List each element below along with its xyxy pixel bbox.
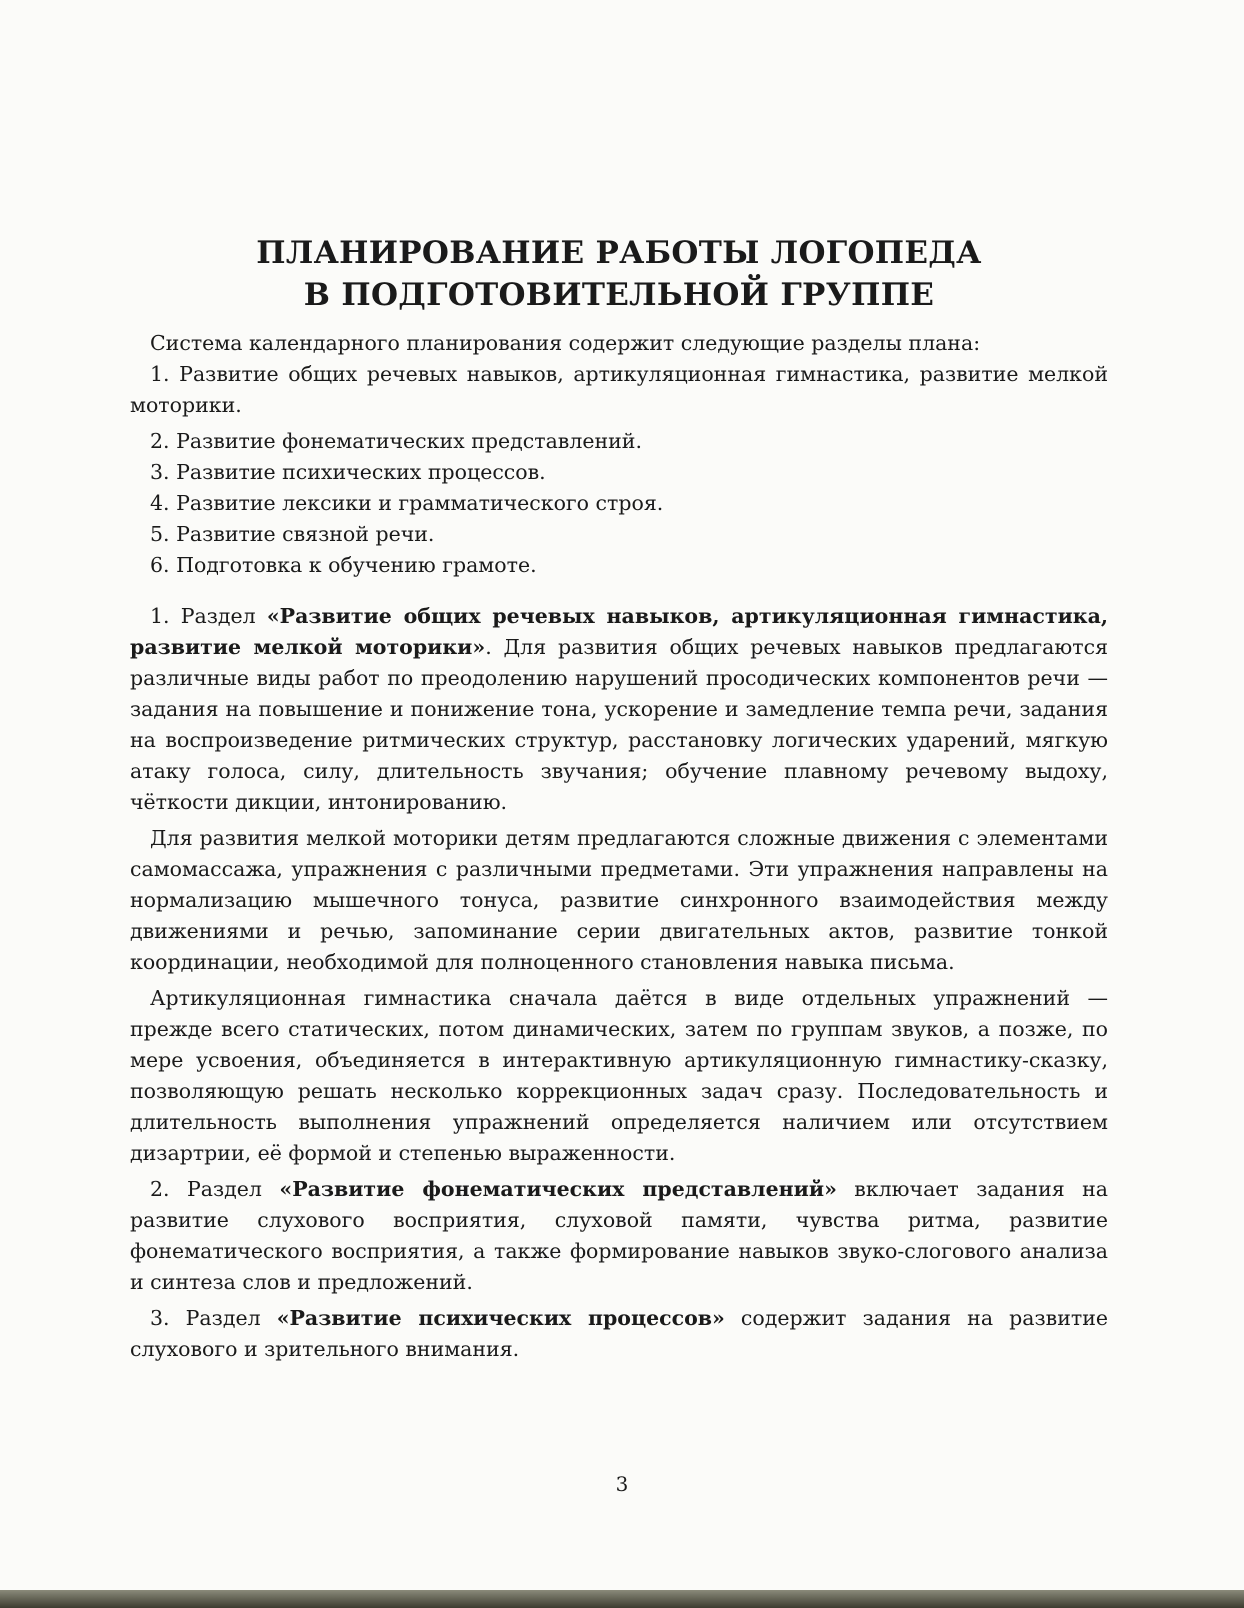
section-2-prefix: 2. Раздел <box>150 1177 280 1201</box>
section-2-paragraph <box>130 1174 1108 1298</box>
title-line-1: ПЛАНИРОВАНИЕ РАБОТЫ ЛОГОПЕДА <box>256 235 982 271</box>
scan-edge <box>0 1590 1244 1608</box>
list-item-1: 1. Развитие общих речевых навыков, артикуляционная гимнастика, развитие мелкой моторики. <box>130 362 1108 417</box>
list-item-2: 2. Развитие фонематических представлений. <box>150 429 642 453</box>
page-title <box>130 232 1108 316</box>
section-3-prefix: 3. Раздел <box>150 1306 277 1330</box>
section-1-text: . Для развития общих речевых навыков предлагаются различные виды работ по преодолению нарушений просодических компонентов речи — задания на повышение и понижение тона, ускорение и замедление темпа речи, задания на воспроизведение ритмических структур, расстановку логических ударений, мягкую атаку голоса, силу, длительность звучания; обучение плавному речевому выдоху, чёткости дикции, интонированию. <box>130 635 1108 814</box>
section-1-title: «Развитие общих речевых навыков, артикуляционная гимнастика, развитие мелкой моторики» <box>130 604 1109 659</box>
section-3-paragraph <box>130 1303 1108 1365</box>
page-content <box>130 232 1108 1370</box>
section-1-paragraph <box>130 601 1108 818</box>
list-item-3: 3. Развитие психических процессов. <box>150 460 546 484</box>
list-item-5: 5. Развитие связной речи. <box>150 522 435 546</box>
section-3-text: содержит задания на развитие слухового и зрительного внимания. <box>130 1306 1108 1361</box>
plan-sections-list <box>130 328 1108 581</box>
list-item-6: 6. Подготовка к обучению грамоте. <box>150 553 537 577</box>
title-line-2: В ПОДГОТОВИТЕЛЬНОЙ ГРУППЕ <box>303 277 935 313</box>
section-1-prefix: 1. Раздел <box>150 604 267 628</box>
intro-paragraph: Система календарного планирования содержит следующие разделы плана: <box>150 331 981 355</box>
section-2-title: «Развитие фонематических представлений» <box>279 1177 837 1201</box>
section-3-title: «Развитие психических процессов» <box>276 1306 725 1330</box>
page-number: 3 <box>615 1472 629 1496</box>
section-2-text: включает задания на развитие слухового восприятия, слуховой памяти, чувства ритма, развитие фонематического восприятия, а также формирование навыков звуко-слогового анализа и синтеза слов и предложений. <box>130 1177 1108 1294</box>
articulation-paragraph: Артикуляционная гимнастика сначала даётся в виде отдельных упражнений — прежде всего статических, потом динамических, затем по группам звуков, а позже, по мере усвоения, объединяется в интерактивную артикуляционную гимнастику-сказку, позволяющую решать несколько коррекционных задач сразу. Последовательность и длительность выполнения упражнений определяется наличием или отсутствием дизартрии, её формой и степенью выраженности. <box>130 986 1108 1165</box>
list-item-4: 4. Развитие лексики и грамматического строя. <box>150 491 664 515</box>
fine-motor-paragraph: Для развития мелкой моторики детям предлагаются сложные движения с элементами самомассажа, упражнения с различными предметами. Эти упражнения направлены на нормализацию мышечного тонуса, развитие синхронного взаимодействия между движениями и речью, запоминание серии двигательных актов, развитие тонкой координации, необходимой для полноценного становления навыка письма. <box>130 826 1108 974</box>
